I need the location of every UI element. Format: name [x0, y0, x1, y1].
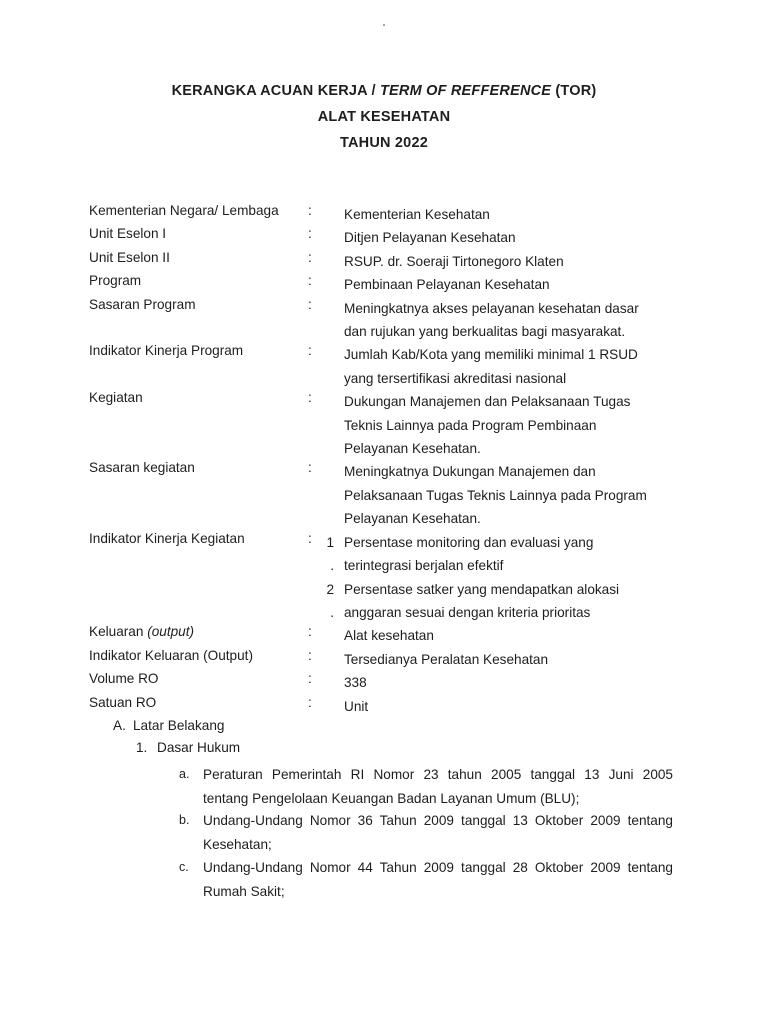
- info-value-line: Pelayanan Kesehatan.: [344, 511, 481, 527]
- indicator-number-digit: 1: [326, 534, 334, 550]
- legal-basis-item: [179, 809, 673, 856]
- info-colon: :: [308, 203, 312, 218]
- info-value-line: Ditjen Pelayanan Kesehatan: [344, 230, 516, 246]
- section-title: Latar Belakang: [133, 718, 225, 733]
- info-value-line: Meningkatnya Dukungan Manajemen dan: [344, 464, 596, 480]
- info-value-line: Tersedianya Peralatan Kesehatan: [344, 651, 549, 667]
- info-value: [344, 695, 689, 718]
- item-text: [203, 856, 673, 903]
- item-text-line: Rumah Sakit;: [203, 883, 285, 899]
- info-value-line: 338: [344, 675, 367, 691]
- info-label-italic: (output): [147, 624, 195, 640]
- info-value-line: Unit: [344, 698, 369, 714]
- info-colon: :: [308, 647, 312, 663]
- info-value-line: Meningkatnya akses pelayanan kesehatan dasar: [344, 300, 639, 316]
- info-colon: :: [308, 671, 312, 687]
- title-part: KERANGKA ACUAN KERJA /: [171, 83, 380, 99]
- item-text-line: Peraturan Pemerintah RI Nomor 23 tahun 2005 tanggal 13 Juni 2005: [203, 767, 673, 782]
- info-label: Indikator Keluaran (Output): [89, 647, 253, 663]
- indicator-number-dot: .: [330, 558, 334, 574]
- item-marker: c.: [179, 860, 189, 874]
- item-marker: a.: [179, 767, 190, 781]
- document-subtitle: ALAT KESEHATAN: [317, 109, 451, 125]
- title-suffix: (TOR): [551, 83, 597, 99]
- item-text-line: Kesehatan;: [203, 836, 272, 852]
- indicator-number-digit: 2: [326, 581, 334, 597]
- info-label: Indikator Kinerja Kegiatan: [89, 530, 245, 546]
- item-marker: b.: [179, 813, 190, 827]
- scan-speck: [383, 24, 385, 26]
- document-year: TAHUN 2022: [340, 135, 428, 151]
- indicator-item: [89, 578, 689, 625]
- info-row: [89, 671, 689, 694]
- info-colon: :: [308, 343, 312, 359]
- info-value: [344, 531, 689, 578]
- info-label: Sasaran kegiatan: [89, 460, 195, 476]
- indicator-number: [326, 531, 334, 578]
- info-value-line: dan rujukan yang berkualitas bagi masyarakat.: [344, 324, 626, 340]
- subsection-heading: [136, 740, 240, 755]
- info-row: [89, 390, 689, 460]
- info-value-line: Pelayanan Kesehatan.: [344, 441, 481, 457]
- info-row: [89, 531, 689, 625]
- section-marker: A.: [113, 718, 126, 733]
- info-value-line: Pembinaan Pelayanan Kesehatan: [344, 277, 550, 293]
- info-row: [89, 648, 689, 671]
- info-label: Program: [89, 273, 142, 289]
- item-text: [203, 763, 673, 810]
- document-title: [0, 82, 768, 100]
- item-text-line: Undang-Undang Nomor 36 Tahun 2009 tanggal 13 Oktober 2009 tentang: [203, 813, 673, 828]
- info-row: [89, 273, 689, 296]
- info-value-line: Kementerian Kesehatan: [344, 207, 490, 222]
- info-value-line: terintegrasi berjalan efektif: [344, 558, 504, 574]
- info-value-line: Jumlah Kab/Kota yang memiliki minimal 1 RSUD: [344, 347, 638, 363]
- info-row: [89, 203, 689, 226]
- info-label: Unit Eselon I: [89, 226, 167, 242]
- item-text-line: Undang-Undang Nomor 44 Tahun 2009 tanggal 28 Oktober 2009 tentang: [203, 860, 673, 875]
- info-colon: :: [308, 460, 312, 476]
- info-colon: :: [308, 390, 312, 406]
- info-value-line: anggaran sesuai dengan kriteria prioritas: [344, 604, 591, 620]
- info-label: Sasaran Program: [89, 296, 196, 312]
- info-colon: :: [308, 624, 312, 640]
- info-label: Unit Eselon II: [89, 249, 170, 265]
- info-value-line: Teknis Lainnya pada Program Pembinaan: [344, 417, 597, 433]
- info-value: [344, 624, 689, 647]
- info-value: [344, 297, 689, 344]
- indicator-number-dot: .: [330, 604, 334, 620]
- info-value: [344, 343, 689, 390]
- info-label-part: Keluaran: [89, 624, 148, 640]
- info-value-line: Dukungan Manajemen dan Pelaksanaan Tugas: [344, 394, 631, 410]
- subsection-marker: 1.: [136, 740, 148, 755]
- info-label: Satuan RO: [89, 694, 157, 710]
- info-value: [344, 648, 689, 671]
- info-value: [344, 671, 689, 694]
- info-value: [344, 226, 689, 249]
- info-colon: :: [308, 296, 312, 312]
- section-heading: [113, 718, 224, 733]
- subsection-title: Dasar Hukum: [157, 740, 241, 755]
- info-row: [89, 226, 689, 249]
- info-value: [344, 390, 689, 460]
- info-label: Indikator Kinerja Program: [89, 343, 244, 359]
- info-colon: :: [308, 530, 312, 546]
- title-italic-part: TERM OF REFFERENCE: [380, 83, 552, 99]
- indicator-number: [326, 578, 334, 625]
- info-label: Kementerian Negara/ Lembaga: [89, 203, 279, 218]
- info-row: [89, 297, 689, 344]
- info-row: [89, 343, 689, 390]
- info-row: [89, 250, 689, 273]
- info-value-line: RSUP. dr. Soeraji Tirtonegoro Klaten: [344, 253, 564, 269]
- info-row: [89, 695, 689, 718]
- item-text-line: tentang Pengelolaan Keuangan Badan Layanan Umum (BLU);: [203, 790, 580, 806]
- info-colon: :: [308, 273, 312, 289]
- info-value-line: yang tersertifikasi akreditasi nasional: [344, 370, 567, 386]
- info-value: [344, 273, 689, 296]
- info-label: Kegiatan: [89, 390, 143, 406]
- info-row: [89, 624, 689, 647]
- info-label: Volume RO: [89, 671, 159, 687]
- info-value: [344, 460, 689, 530]
- info-colon: :: [308, 249, 312, 265]
- info-value-line: Persentase monitoring dan evaluasi yang: [344, 534, 594, 550]
- info-table: [89, 203, 689, 718]
- info-colon: :: [308, 694, 312, 710]
- indicator-item: [89, 531, 689, 578]
- info-value-line: Persentase satker yang mendapatkan alokasi: [344, 581, 620, 597]
- info-row: [89, 460, 689, 530]
- legal-basis-item: [179, 763, 673, 810]
- info-value: [344, 250, 689, 273]
- info-value-line: Alat kesehatan: [344, 628, 434, 644]
- item-text: [203, 809, 673, 856]
- info-value: [344, 578, 689, 625]
- info-value: [344, 203, 689, 226]
- info-label: [89, 624, 194, 639]
- info-value-line: Pelaksanaan Tugas Teknis Lainnya pada Program: [344, 487, 647, 503]
- legal-basis-item: [179, 856, 673, 903]
- info-colon: :: [308, 226, 312, 242]
